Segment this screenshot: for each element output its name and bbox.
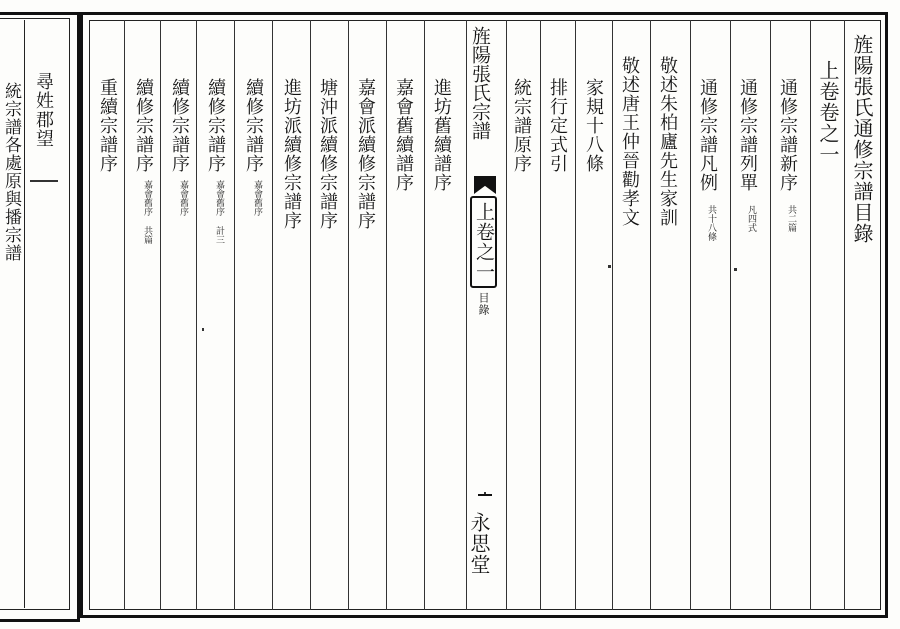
fold-volume-label: 上卷之一	[470, 196, 497, 288]
toc-entry: 重續宗譜序	[97, 78, 118, 173]
previous-page-mark	[30, 180, 58, 182]
volume-heading: 上卷卷之一	[816, 60, 840, 165]
toc-entry: 續修宗譜序	[169, 78, 190, 173]
column-rule	[506, 20, 507, 610]
column-rule	[540, 20, 541, 610]
toc-entry: 排行定式引	[547, 78, 568, 173]
toc-entry: 敬述朱柏廬先生家訓	[657, 56, 678, 227]
previous-page-fragment	[0, 12, 76, 618]
column-rule	[770, 20, 771, 610]
toc-entry: 進坊派續修宗譜序	[281, 78, 302, 230]
fold-divider-mark	[478, 494, 492, 496]
column-rule	[234, 20, 235, 610]
toc-entry-note: 嘉會舊序	[252, 180, 262, 216]
column-rule	[424, 20, 425, 610]
toc-entry-note: 嘉會舊序 共篇	[142, 180, 152, 244]
toc-entry: 續修宗譜序	[205, 78, 226, 173]
column-rule	[348, 20, 349, 610]
toc-entry: 家規十八條	[583, 78, 604, 173]
column-rule	[272, 20, 273, 610]
toc-entry: 統宗譜原序	[511, 78, 532, 173]
column-rule	[810, 20, 811, 610]
toc-entry-note: 共二篇	[786, 205, 796, 232]
column-rule	[844, 20, 845, 610]
fold-section-label: 目錄	[477, 292, 490, 316]
toc-entry: 通修宗譜列單	[737, 78, 758, 192]
toc-entry-note: 共十八條	[706, 205, 716, 241]
toc-entry-note: 嘉會舊序	[178, 180, 188, 216]
toc-entry: 敬述唐王仲晉勸孝文	[619, 56, 640, 227]
catalog-title: 旌陽張氏通修宗譜目錄	[850, 34, 874, 244]
toc-entry: 嘉會舊續譜序	[393, 78, 414, 192]
previous-page-heading: 尋姓郡望	[33, 72, 54, 148]
toc-entry-note: 凡四式	[746, 205, 756, 232]
toc-entry: 嘉會派續修宗譜序	[355, 78, 376, 230]
column-rule	[575, 20, 576, 610]
column-rule	[650, 20, 651, 610]
column-rule	[160, 20, 161, 610]
toc-entry: 通修宗譜新序	[777, 78, 798, 192]
column-rule	[310, 20, 311, 610]
print-speck	[484, 492, 486, 494]
column-rule	[730, 20, 731, 610]
column-rule	[690, 20, 691, 610]
toc-entry: 塘沖派續修宗譜序	[317, 78, 338, 230]
column-rule	[124, 20, 125, 610]
fold-hall-name: 永思堂	[467, 512, 491, 575]
previous-page-text: 統宗譜各處原與播宗譜	[1, 82, 21, 262]
toc-entry: 續修宗譜序	[133, 78, 154, 173]
previous-page-column-rule	[24, 20, 25, 608]
print-speck	[608, 265, 611, 268]
column-rule	[386, 20, 387, 610]
column-rule	[196, 20, 197, 610]
print-speck	[202, 328, 204, 331]
column-rule	[612, 20, 613, 610]
toc-entry-note: 嘉會舊序 計三	[214, 180, 224, 244]
toc-entry: 通修宗譜凡例	[697, 78, 718, 192]
fold-book-title: 旌陽張氏宗譜	[469, 26, 491, 140]
toc-entry: 進坊舊續譜序	[431, 78, 452, 192]
print-speck	[734, 268, 737, 271]
toc-entry: 續修宗譜序	[243, 78, 264, 173]
